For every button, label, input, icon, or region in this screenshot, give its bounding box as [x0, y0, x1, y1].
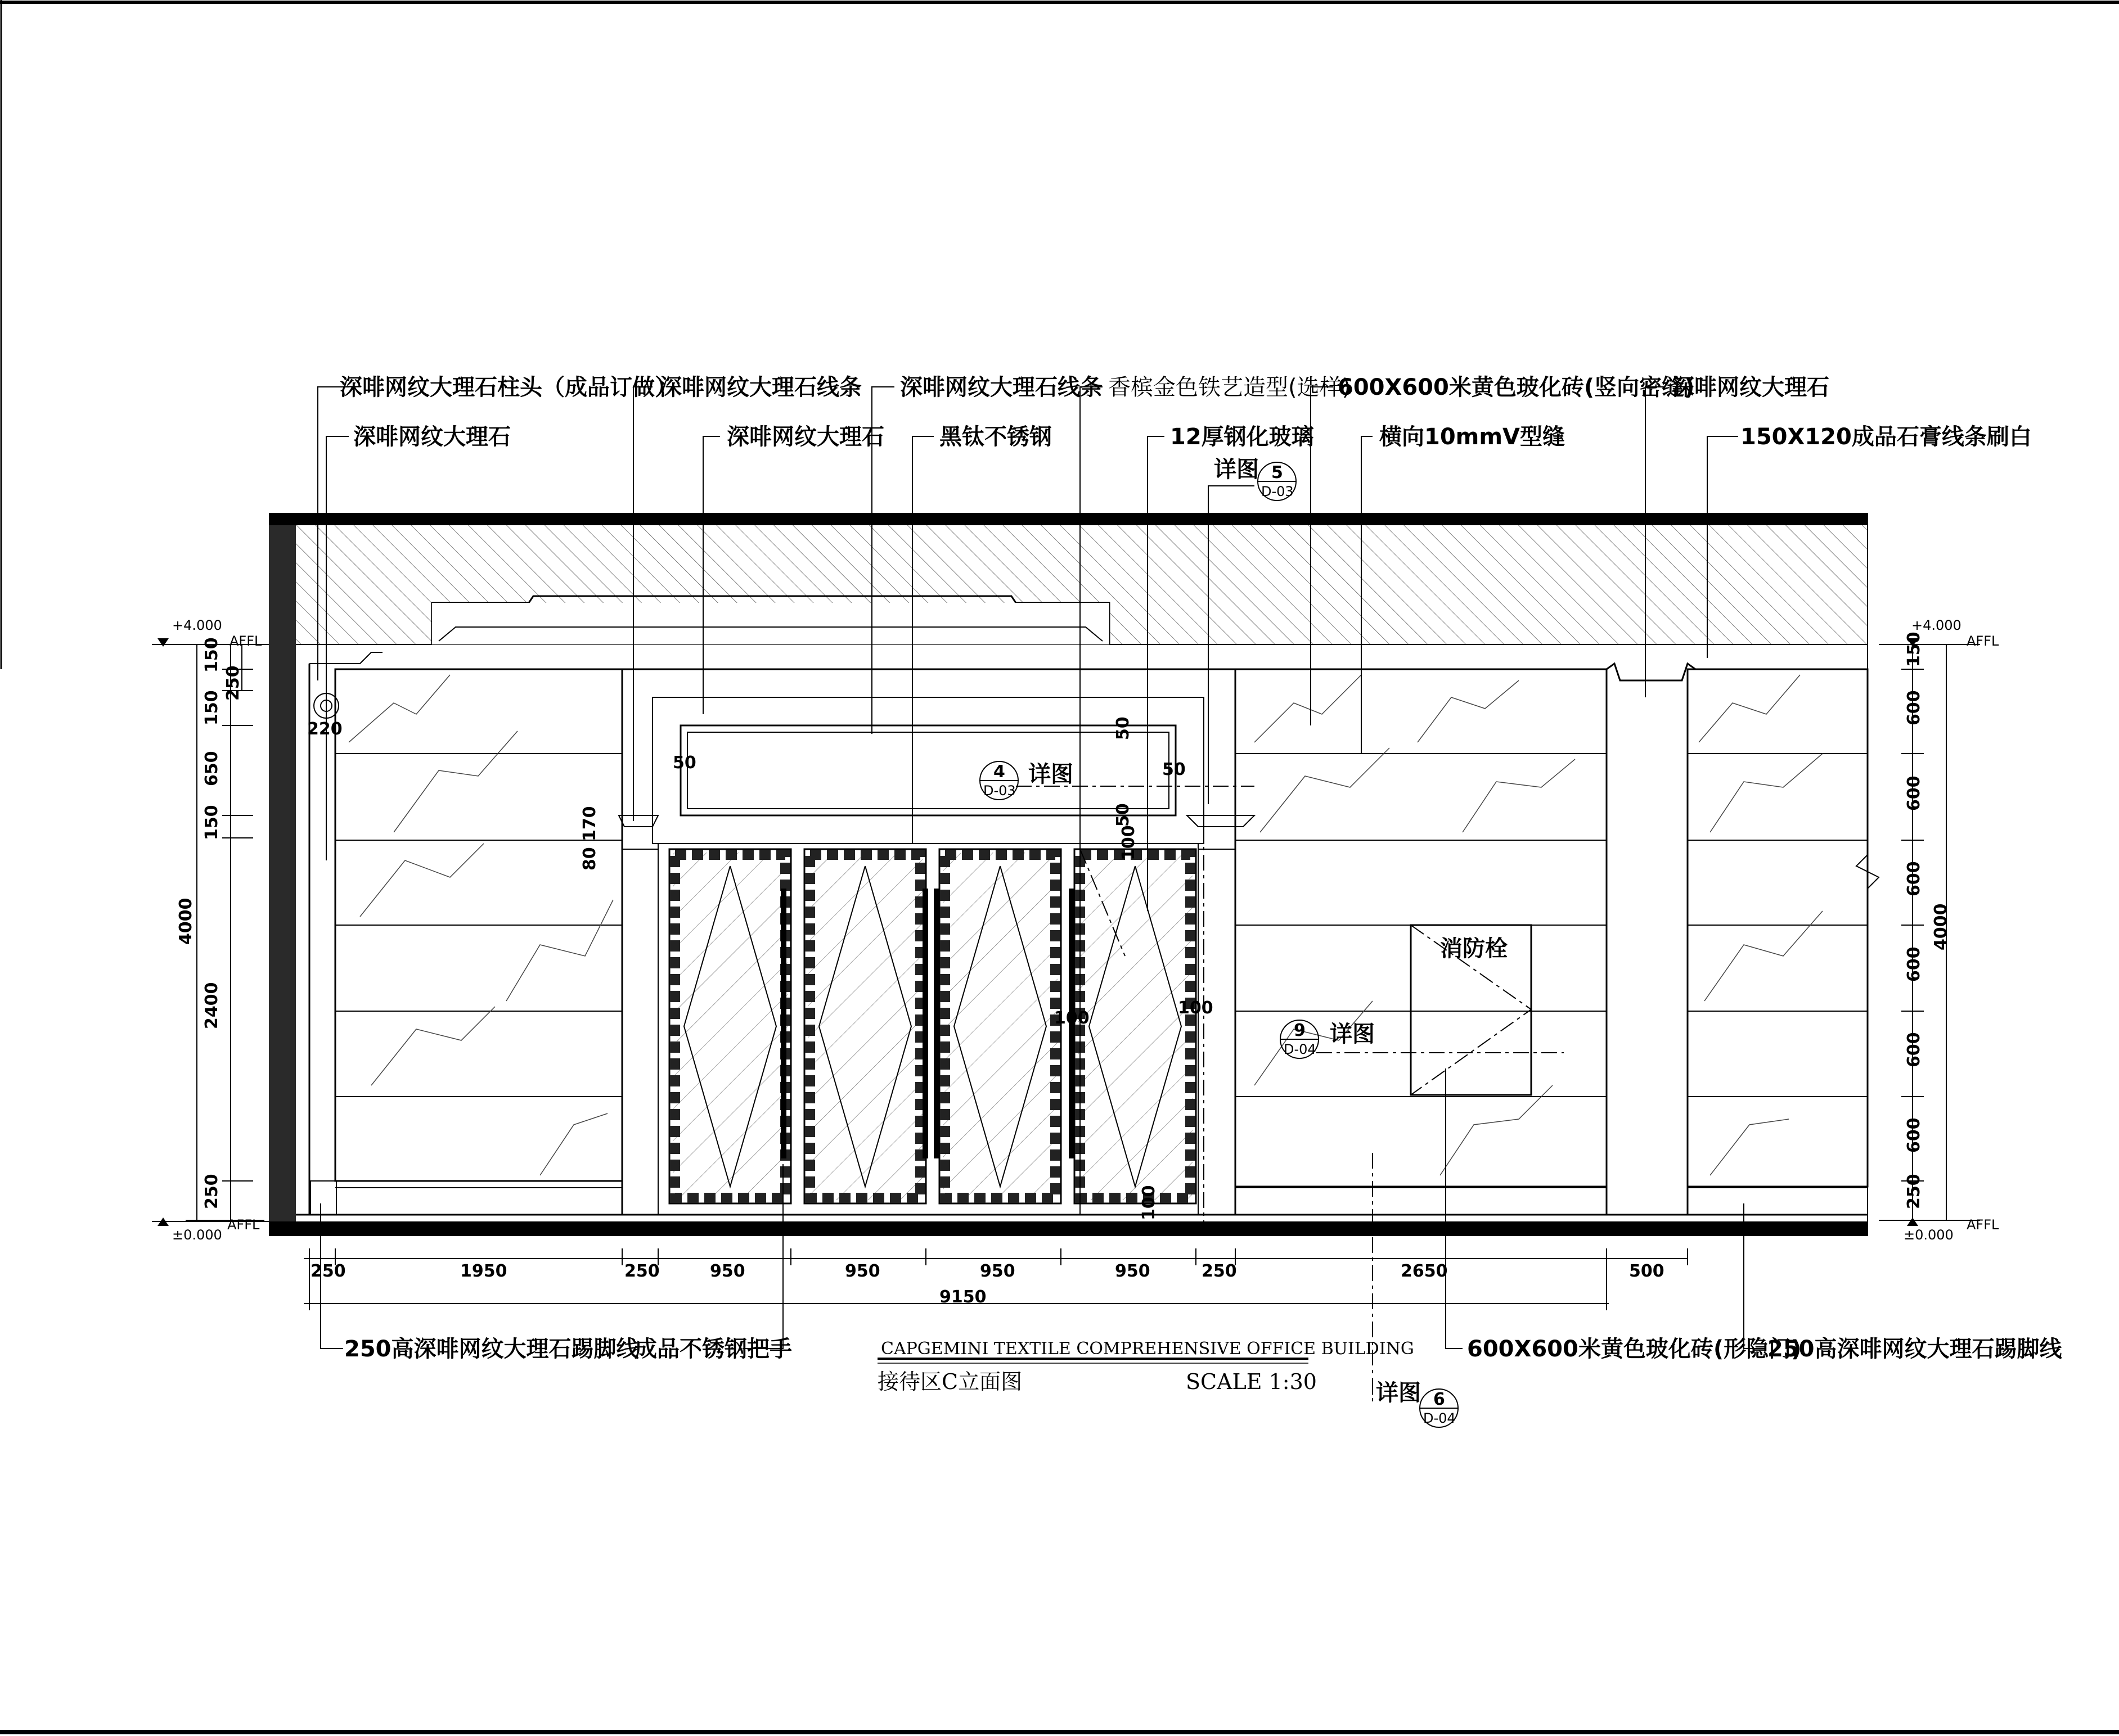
- dim-right-600f: 600: [1904, 1117, 1924, 1153]
- dim-bottom-250a: 250: [311, 1261, 346, 1281]
- left-marble-panel: [335, 669, 622, 1188]
- dim-left-150b: 150: [202, 690, 222, 725]
- drawing-scale: SCALE 1:30: [1186, 1369, 1317, 1394]
- dim-bottom-950a: 950: [710, 1261, 745, 1281]
- far-right-panel: [1688, 669, 1868, 1188]
- dim-left-650: 650: [202, 751, 222, 786]
- dim-inner-100a: 100: [1119, 825, 1139, 860]
- detail-5-num: 5: [1271, 463, 1283, 483]
- dim-left-250: 250: [223, 665, 243, 701]
- affl-bottom-right: AFFL: [1967, 1217, 1999, 1233]
- detail-4-num: 4: [993, 762, 1005, 782]
- detail-6-num: 6: [1433, 1390, 1445, 1409]
- detail-9-sheet: D-04: [1284, 1041, 1316, 1057]
- dim-inner-100c: 100: [1178, 998, 1213, 1018]
- label-skirting-right: 250高深啡网纹大理石踢脚线: [1767, 1336, 2062, 1362]
- affl-top-right: AFFL: [1967, 633, 1999, 649]
- dim-bottom-1950: 1950: [460, 1261, 507, 1281]
- dim-bottom-250c: 250: [1202, 1261, 1237, 1281]
- dim-bottom-250b: 250: [624, 1261, 660, 1281]
- dim-bottom-500: 500: [1629, 1261, 1664, 1281]
- dim-inner-50c: 50: [1113, 716, 1133, 740]
- detail-5-sheet: D-03: [1261, 484, 1294, 499]
- dim-right-150: 150: [1904, 632, 1924, 667]
- detail-word-5: 详图: [1214, 457, 1259, 483]
- label-plaster-moulding: 150X120成品石膏线条刷白: [1740, 424, 2032, 450]
- dim-left-total: 4000: [176, 898, 196, 945]
- dim-right-total: 4000: [1931, 903, 1951, 950]
- dim-inner-100d: 100: [1139, 1185, 1159, 1220]
- detail-4-sheet: D-03: [983, 783, 1016, 799]
- label-marble-moulding-1: 深啡网纹大理石线条: [659, 375, 862, 400]
- dim-right-600c: 600: [1904, 861, 1924, 896]
- title-rules: [878, 1359, 1308, 1363]
- dim-left-220: 220: [307, 719, 343, 739]
- right-marble-panel: [1235, 669, 1607, 1188]
- dim-right-600b: 600: [1904, 775, 1924, 811]
- dim-bottom-2650: 2650: [1401, 1261, 1448, 1281]
- label-porcelain-tile: 600X600米黄色玻化砖(竖向密缝): [1338, 375, 1695, 400]
- right-pilaster: [1607, 664, 1695, 1215]
- level-bottom-left: ±0.000: [172, 1227, 222, 1243]
- label-skirting-left: 250高深啡网纹大理石踢脚线: [344, 1336, 639, 1362]
- level-top-left: +4.000: [172, 617, 222, 633]
- detail-word-9: 详图: [1330, 1021, 1375, 1047]
- label-marble-left: 深啡网纹大理石: [353, 424, 511, 450]
- label-tempered-glass: 12厚钢化玻璃: [1170, 424, 1314, 450]
- label-black-titanium: 黑钛不锈钢: [939, 424, 1052, 450]
- dim-inner-80: 80: [580, 847, 600, 871]
- detail-6-sheet: D-04: [1423, 1410, 1456, 1426]
- detail-9-num: 9: [1294, 1021, 1306, 1040]
- dim-inner-50a: 50: [673, 753, 696, 773]
- dim-left-250b: 250: [202, 1174, 222, 1209]
- dim-right-250: 250: [1904, 1174, 1924, 1209]
- dim-bottom-total: 9150: [939, 1287, 987, 1307]
- dim-inner-50d: 50: [1113, 803, 1133, 827]
- detail-word-4: 详图: [1028, 761, 1073, 787]
- dim-bottom-950b: 950: [845, 1261, 880, 1281]
- affl-bottom-left: AFFL: [227, 1217, 260, 1233]
- affl-top-left: AFFL: [230, 633, 262, 649]
- dim-bottom-950d: 950: [1115, 1261, 1150, 1281]
- dim-left-150c: 150: [202, 805, 222, 840]
- label-v-groove: 横向10mmV型缝: [1379, 424, 1565, 450]
- dim-inner-170: 170: [580, 806, 600, 841]
- fire-hydrant-label: 消防栓: [1440, 936, 1508, 962]
- door-leaves: [669, 849, 1196, 1203]
- dim-right-600d: 600: [1904, 946, 1924, 982]
- dim-right-600a: 600: [1904, 690, 1924, 725]
- detail-word-6: 详图: [1376, 1380, 1421, 1406]
- dim-inner-50b: 50: [1162, 760, 1186, 779]
- label-marble-right: 深啡网纹大理石: [1672, 375, 1829, 400]
- label-iron-pattern: 香槟金色铁艺造型(选样): [1108, 375, 1351, 400]
- drawing-title-en: CAPGEMINI TEXTILE COMPREHENSIVE OFFICE BUILDING: [881, 1339, 1414, 1359]
- label-hidden-door-tile: 600X600米黄色玻化砖(形隐门): [1467, 1336, 1802, 1362]
- label-marble-portal: 深啡网纹大理石: [727, 424, 884, 450]
- dim-left-2400: 2400: [202, 982, 222, 1029]
- level-bottom-right: ±0.000: [1904, 1227, 1954, 1243]
- level-top-right: +4.000: [1911, 617, 1961, 633]
- dim-bottom-950c: 950: [980, 1261, 1015, 1281]
- dim-left-150a: 150: [202, 637, 222, 673]
- label-column-capital: 深啡网纹大理石柱头（成品订做）: [340, 375, 677, 400]
- dim-inner-100b: 100: [1054, 1008, 1090, 1028]
- drawing-title-cn: 接待区C立面图: [878, 1369, 1023, 1394]
- label-steel-handle: 成品不锈钢把手: [635, 1336, 792, 1362]
- left-dim-chain: [152, 638, 269, 1226]
- label-marble-moulding-2: 深啡网纹大理石线条: [900, 375, 1103, 400]
- right-dim-chain: [1879, 638, 1980, 1226]
- dim-right-600e: 600: [1904, 1032, 1924, 1067]
